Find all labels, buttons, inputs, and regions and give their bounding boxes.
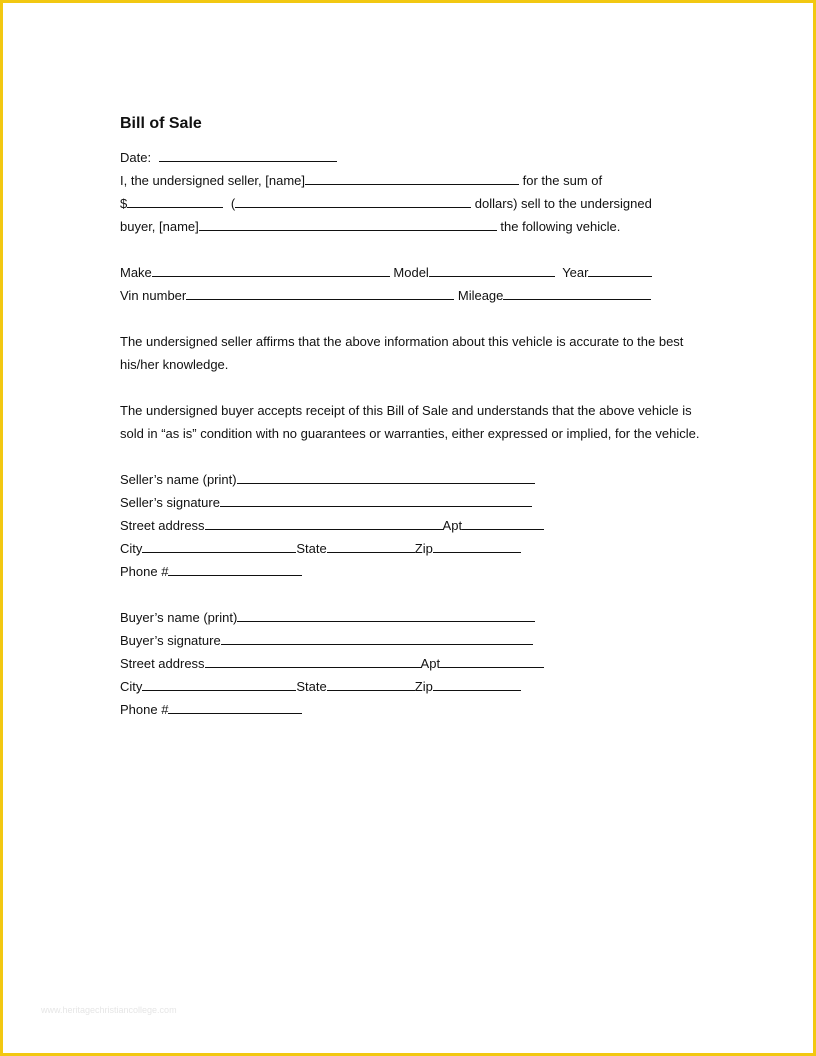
make-field[interactable]	[152, 262, 390, 277]
seller-city-label: City	[120, 541, 143, 556]
buyer-name-field[interactable]	[199, 216, 497, 231]
amount-currency: $	[120, 196, 128, 211]
seller-name-field[interactable]	[305, 170, 519, 185]
buyer-apt-label: Apt	[420, 656, 441, 671]
buyer-name-suffix: the following vehicle.	[496, 219, 621, 234]
year-label: Year	[558, 265, 589, 280]
buyer-phone-label: Phone #	[120, 702, 169, 717]
buyer-street-field[interactable]	[205, 653, 421, 668]
vehicle-row	[120, 261, 710, 284]
seller-phone-row	[120, 560, 710, 583]
seller-phone-label: Phone #	[120, 564, 169, 579]
amount-suffix: dollars) sell to the undersigned	[471, 196, 652, 211]
buyer-signature-field[interactable]	[221, 630, 533, 645]
make-label: Make	[120, 265, 152, 280]
seller-apt-label: Apt	[442, 518, 463, 533]
vin-field[interactable]	[186, 285, 454, 300]
seller-street-row	[120, 514, 710, 537]
seller-apt-field[interactable]	[462, 515, 544, 530]
seller-name-prefix: I, the undersigned seller, [name]	[120, 173, 306, 188]
seller-name-row	[120, 169, 710, 192]
buyer-zip-field[interactable]	[433, 676, 521, 691]
buyer-state-field[interactable]	[327, 676, 415, 691]
buyer-street-row	[120, 652, 710, 675]
seller-print-name-label: Seller’s name (print)	[120, 472, 237, 487]
seller-city-row	[120, 537, 710, 560]
seller-signature-field[interactable]	[220, 492, 532, 507]
buyer-name-row	[120, 215, 710, 238]
model-field[interactable]	[429, 262, 555, 277]
document-title: Bill of Sale	[120, 115, 202, 132]
vin-label: Vin number	[120, 288, 187, 303]
bill-of-sale-form	[120, 114, 710, 721]
date-row	[120, 146, 710, 169]
seller-print-name-field[interactable]	[237, 469, 535, 484]
seller-signature-row	[120, 491, 710, 514]
buyer-city-row	[120, 675, 710, 698]
buyer-name-prefix: buyer, [name]	[120, 219, 199, 234]
buyer-state-label: State	[296, 679, 327, 694]
model-label: Model	[389, 265, 429, 280]
seller-street-field[interactable]	[205, 515, 443, 530]
buyer-signature-row	[120, 629, 710, 652]
vin-row	[120, 284, 710, 307]
seller-city-field[interactable]	[142, 538, 296, 553]
buyer-zip-label: Zip	[414, 679, 433, 694]
buyer-print-name-field[interactable]	[237, 607, 535, 622]
buyer-city-label: City	[120, 679, 143, 694]
seller-zip-label: Zip	[414, 541, 433, 556]
watermark-text: www.heritagechristiancollege.com	[41, 1005, 177, 1015]
buyer-print-name-label: Buyer’s name (print)	[120, 610, 238, 625]
year-field[interactable]	[588, 262, 652, 277]
date-label: Date:	[120, 150, 152, 165]
buyer-signature-label: Buyer’s signature	[120, 633, 221, 648]
amount-words-field[interactable]	[235, 193, 471, 208]
seller-state-field[interactable]	[327, 538, 415, 553]
buyer-city-field[interactable]	[142, 676, 296, 691]
date-field[interactable]	[159, 147, 337, 162]
buyer-street-label: Street address	[120, 656, 205, 671]
mileage-field[interactable]	[503, 285, 651, 300]
buyer-phone-field[interactable]	[168, 699, 302, 714]
buyer-acceptance: The undersigned buyer accepts receipt of this Bill of Sale and understands that the above vehicle is sold in “as is” condition with no guarantees or warranties, either expressed or implied, for the vehicle.	[120, 403, 700, 441]
buyer-print-name-row	[120, 606, 710, 629]
seller-phone-field[interactable]	[168, 561, 302, 576]
amount-row	[120, 192, 710, 215]
buyer-apt-field[interactable]	[440, 653, 544, 668]
buyer-phone-row	[120, 698, 710, 721]
amount-numeric-field[interactable]	[127, 193, 223, 208]
seller-print-name-row	[120, 468, 710, 491]
seller-street-label: Street address	[120, 518, 205, 533]
seller-name-suffix: for the sum of	[519, 173, 603, 188]
seller-affirmation: The undersigned seller affirms that the above information about this vehicle is accurate to the best his/her knowledge.	[120, 334, 684, 372]
amount-paren-open: (	[227, 196, 236, 211]
seller-zip-field[interactable]	[433, 538, 521, 553]
seller-signature-label: Seller’s signature	[120, 495, 220, 510]
seller-state-label: State	[296, 541, 327, 556]
mileage-label: Mileage	[454, 288, 504, 303]
